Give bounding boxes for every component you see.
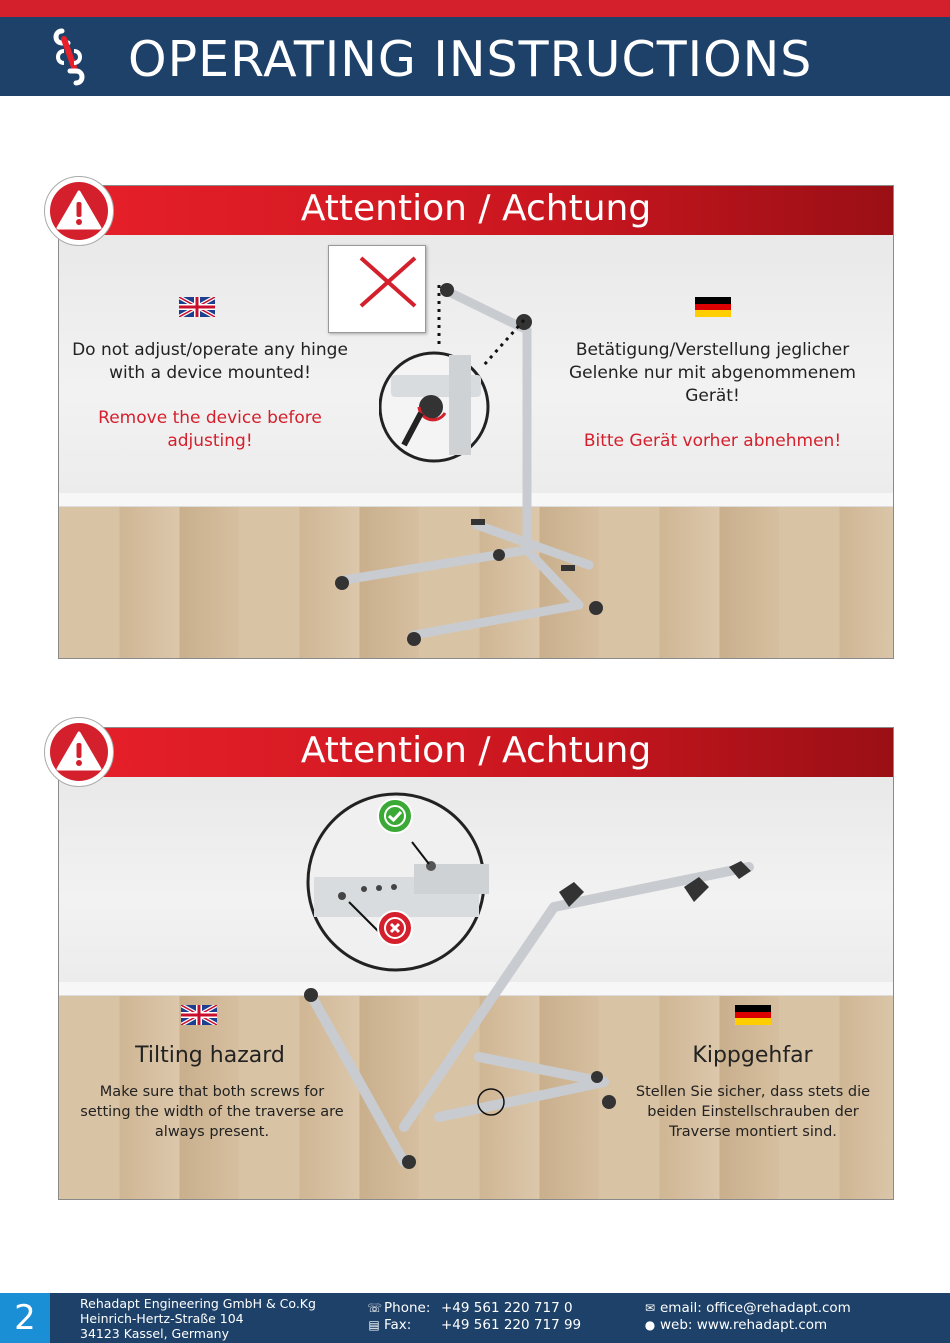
web-link[interactable]: www.rehadapt.com — [696, 1317, 828, 1333]
banner-title: Attention / Achtung — [300, 730, 652, 771]
chain-link-logo-icon — [50, 27, 88, 87]
german-warning: Bitte Gerät vorher abnehmen! — [583, 431, 842, 451]
page-number: 2 — [14, 1298, 36, 1338]
web-line[interactable]: ● web: www.rehadapt.com — [644, 1317, 828, 1333]
mounted-device-placeholder — [328, 245, 426, 333]
header-bar — [0, 17, 950, 96]
warning-badge — [44, 176, 114, 246]
attention-banner — [59, 186, 893, 235]
email-link[interactable]: office@rehadapt.com — [706, 1300, 851, 1316]
street-address: Heinrich-Hertz-Straße 104 — [80, 1311, 244, 1326]
phone-icon: ☏ — [367, 1301, 383, 1315]
english-instruction: Do not adjust/operate any hinge with a device mounted! — [72, 340, 348, 383]
city-address: 34123 Kassel, Germany — [80, 1326, 229, 1341]
phone-number: +49 561 220 717 0 — [441, 1300, 573, 1316]
page-title: OPERATING INSTRUCTIONS — [128, 31, 813, 88]
top-red-stripe — [0, 0, 950, 17]
email-line[interactable]: ✉ email: office@rehadapt.com — [644, 1300, 851, 1316]
page-number-badge — [0, 1293, 50, 1343]
uk-flag-icon — [179, 297, 215, 317]
fax-number: +49 561 220 717 99 — [441, 1317, 582, 1333]
german-flag-icon — [695, 297, 731, 317]
english-instruction: Make sure that both screws for setting the width of the traverse are always present. — [80, 1084, 344, 1140]
german-instruction: Stellen Sie sicher, dass stets die beiden Einstellschrauben der Traverse montiert sind. — [635, 1084, 871, 1140]
phone-line: ☏ Phone: — [367, 1300, 431, 1316]
cross-icon — [377, 910, 413, 946]
banner-title: Attention / Achtung — [300, 188, 652, 229]
warning-triangle-icon — [50, 182, 108, 240]
fax-icon: ▤ — [368, 1318, 380, 1332]
german-heading: Kippgehfar — [692, 1043, 813, 1068]
globe-icon: ● — [644, 1318, 656, 1332]
company-name: Rehadapt Engineering GmbH & Co.Kg — [80, 1296, 316, 1311]
check-icon — [377, 798, 413, 834]
english-warning: Remove the device before adjusting! — [98, 408, 322, 451]
red-x-icon — [329, 246, 427, 334]
german-flag-icon — [735, 1005, 771, 1025]
fax-line: ▤ Fax: — [368, 1317, 412, 1333]
german-instruction: Betätigung/Verstellung jeglicher Gelenke nur mit abgenommenem Gerät! — [569, 340, 856, 406]
email-icon: ✉ — [644, 1301, 656, 1315]
company-address — [80, 1296, 316, 1341]
warning-triangle-icon — [50, 723, 108, 781]
uk-flag-icon — [181, 1005, 217, 1025]
attention-banner — [59, 728, 893, 777]
footer — [0, 1293, 950, 1343]
english-heading: Tilting hazard — [135, 1043, 285, 1068]
warning-badge — [44, 717, 114, 787]
